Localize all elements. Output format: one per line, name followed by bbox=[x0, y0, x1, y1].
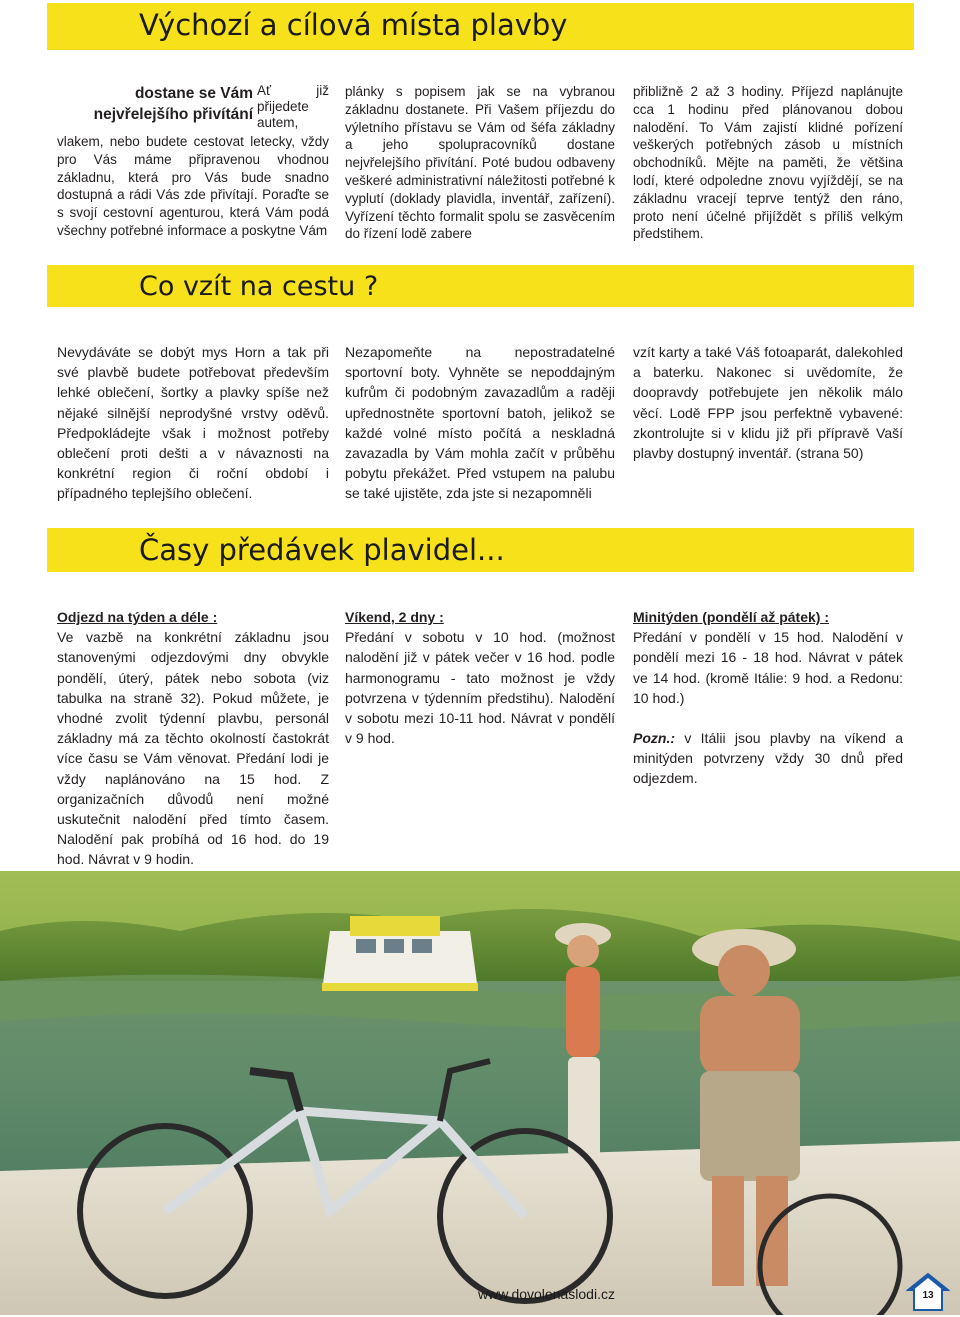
column-3 bbox=[633, 342, 903, 463]
column-2 bbox=[345, 607, 615, 748]
lead-side-word: autem, bbox=[257, 115, 299, 130]
column-1 bbox=[57, 607, 329, 870]
lead-bold bbox=[57, 83, 253, 125]
column-1 bbox=[57, 342, 329, 504]
note bbox=[633, 728, 903, 789]
section-title: Co vzít na cestu ? bbox=[139, 271, 379, 302]
column-2 bbox=[345, 83, 615, 243]
lead-line-1: dostane se Vám bbox=[134, 85, 253, 102]
note-label: Pozn.: bbox=[633, 730, 675, 747]
column-1 bbox=[57, 83, 329, 240]
section-banner-start-destinations bbox=[47, 3, 914, 50]
page-number: 13 bbox=[922, 1290, 934, 1301]
paragraph: vzít karty a také Váš fotoaparát, dalekohled a baterku. Nakonec si uvědomíte, že doopravdy potřebujete jen několik málo věcí. Lodě FPP jsou perfektně vybavené: zkontrolujte si v klidu již při přípravě Vaší plavby dostupný inventář. (strana 50) bbox=[633, 344, 903, 462]
section-title: Časy předávek plavidel... bbox=[139, 533, 505, 567]
paragraph: Nevydáváte se dobýt mys Horn a tak při své plavbě budete potřebovat především lehké oblečení, šortky a plavky spíše než nějaké silnější neprodyšné vrstvy oděvů. Předpokládejte však i možnost potřeby oblečení proti dešti a v návaznosti na konkrétní region či roční období i případného teplejšího oblečení. bbox=[57, 344, 329, 502]
section-title: Výchozí a cílová místa plavby bbox=[139, 8, 568, 42]
lead-line-2: nejvřelejšího přivítání bbox=[93, 106, 253, 123]
paragraph: vlakem, nebo budete cestovat letecky, vždy pro Vás máme připravenou vhodnou základnu, která pro Vás bude snadno dostupná a rádi Vás zde přivítají. Poraďte se s svojí cestovní agenturou, která Vám podá všechny potřebné informace a poskytne Vám bbox=[57, 134, 329, 238]
lead-side-word: přijedete bbox=[257, 99, 309, 114]
footer-url: www.dovolenaslodi.cz bbox=[478, 1286, 615, 1302]
column-2 bbox=[345, 342, 615, 504]
photo-couple-bicycles-river bbox=[0, 871, 960, 1315]
column-3 bbox=[633, 607, 903, 789]
lead-side-word: Ať bbox=[257, 83, 272, 98]
paragraph: Předání v pondělí v 15 hod. Nalodění v pondělí mezi 16 - 18 hod. Návrat v pátek ve 14 hod. (kromě Itálie: 9 hod. a Redonu: 10 hod.) bbox=[633, 629, 903, 706]
paragraph: plánky s popisem jak se na vybranou základnu dostanete. Při Vašem příjezdu do výletního přístavu se Vám od šéfa základny a jeho spolupracovníků dostane nejvřelejšího přivítání. Poté budou odbaveny veškeré administrativní náležitosti potřebné k vyplutí (doklady plavidla, inventář, zařízení). Vyřízení těchto formalit spolu se zasvěcením do řízení lodě zabere bbox=[345, 84, 615, 242]
paragraph: přibližně 2 až 3 hodiny. Příjezd naplánujte cca 1 hodinu před plánovanou dobou nalodění. To Vám zajistí klidné pořízení veškerých potřebných zásob u místních obchodníků. Mějte na paměti, že většina lodí, které odpoledne znovu vyjíždějí, se na základnu vracejí teprve tentýž den ráno, proto není účelné přijíždět s příliš velkým předstihem. bbox=[633, 84, 903, 242]
paragraph: Ve vazbě na konkrétní základnu jsou stanovenými odjezdovými dny obvykle pondělí, úterý, pátek nebo sobota (viz tabulka na straně 32). Pokud můžete, je vhodné zvolit týdenní plavbu, personál základny má za těchto okolností častokrát více času se Vám věnovat. Předání lodi je vždy naplánováno na 15 hod. Z organizačních důvodů není možné uskutečnit nalodění před tímto časem. Nalodění pak probíhá od 16 hod. do 19 hod. Návrat v 9 hodin. bbox=[57, 629, 329, 868]
lead-in bbox=[57, 83, 329, 133]
note-text: v Itálii jsou plavby na víkend a minitýden potvrzeny vždy 30 dnů před odjezdem. bbox=[633, 730, 903, 787]
column-3 bbox=[633, 83, 903, 243]
section-banner-what-to-bring bbox=[47, 265, 914, 307]
paragraph: Předání v sobotu v 10 hod. (možnost nalodění již v pátek večer v 16 hod. podle harmonogramu - tato možnost je vždy potvrzena v týdenním předstihu). Nalodění v sobotu mezi 10-11 hod. Návrat v pondělí v 9 hod. bbox=[345, 629, 615, 747]
page-number-badge bbox=[906, 1272, 950, 1312]
lead-side bbox=[257, 83, 329, 131]
section-banner-handover-times bbox=[47, 528, 914, 572]
column-heading: Minitýden (pondělí až pátek) : bbox=[633, 609, 830, 625]
lead-side-word: již bbox=[316, 83, 329, 98]
column-heading: Odjezd na týden a déle : bbox=[57, 609, 218, 625]
paragraph: Nezapomeňte na nepostradatelné sportovní boty. Vyhněte se nepoddajným kufrům či podobným zavazadlům a raději upřednostněte sportovní batoh, jelikož se každé volné místo počítá a neskladná zavazadla by Vám mohla začít v průběhu pobytu překážet. Před vstupem na palubu se také ujistěte, zda jste si nezapomněli bbox=[345, 344, 615, 502]
column-heading: Víkend, 2 dny : bbox=[345, 609, 444, 625]
